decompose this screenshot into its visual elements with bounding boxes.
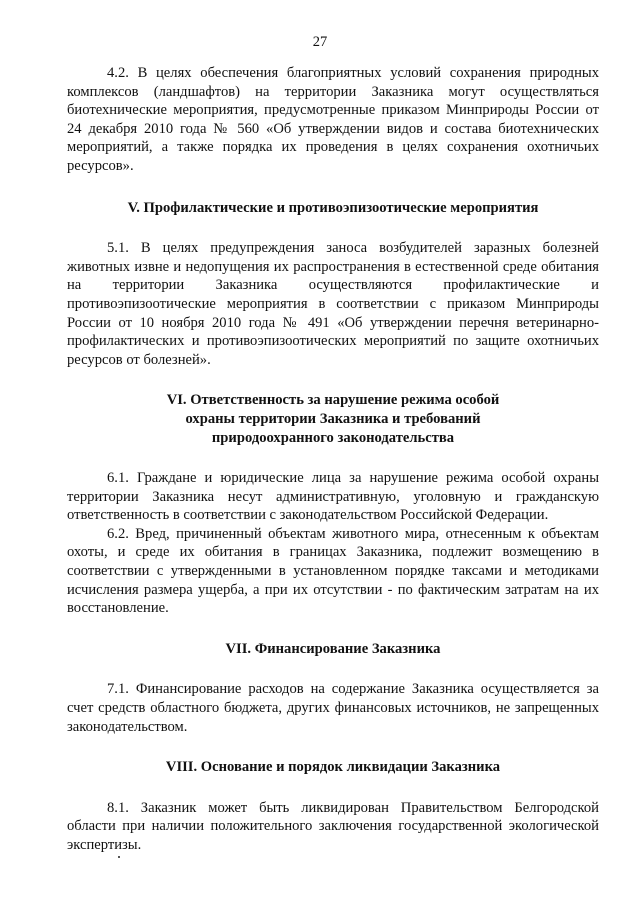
heading-section-6-line-2: охраны территории Заказника и требований [185,410,481,427]
scan-speck [118,856,120,858]
paragraph-7-1: 7.1. Финансирование расходов на содержание Заказника осуществляется за счет средств областного бюджета, других финансовых источников, не запрещенных законодательством. [67,681,599,735]
paragraph-6-2: 6.2. Вред, причиненный объектам животного мира, отнесенным к объектам охоты, и среде их обитания в границах Заказника, подлежит возмещению в соответствии с утвержденными в установленном порядке таксами и методиками исчисления размера ущерба, а при их отсутствии - по фактическим затратам на их восстановление. [67,525,599,617]
heading-section-6-line-1: VI. Ответственность за нарушение режима особой [166,392,500,409]
heading-section-5: V. Профилактические и противоэпизоотические мероприятия [127,199,539,216]
paragraph-4-2: 4.2. В целях обеспечения благоприятных условий сохранения природных комплексов (ландшафтов) на территории Заказника могут осуществляться биотехнические мероприятия, предусмотренные приказом Минприроды России от 24 декабря 2010 года № 560 «Об утверждении видов и состава биотехнических мероприятий, а также порядка их проведения в целях сохранения охотничьих ресурсов». [67,65,599,174]
heading-section-7: VII. Финансирование Заказника [225,640,441,657]
paragraph-8-1: 8.1. Заказник может быть ликвидирован Правительством Белгородской области при наличии положительного заключения государственной экологической экспертизы. [67,799,599,853]
document-body [67,64,599,855]
paragraph-6-1: 6.1. Граждане и юридические лица за нарушение режима особой охраны территории Заказника несут административную, уголовную и гражданскую ответственность в соответствии с законодательством Российской Федерации. [67,470,599,524]
heading-section-8: VIII. Основание и порядок ликвидации Заказника [165,759,501,776]
page-number: 27 [312,34,328,50]
paragraph-5-1: 5.1. В целях предупреждения заноса возбудителей заразных болезней животных извне и недопущения их распространения в естественной среде обитания на территории Заказника осуществляются профилактические и противоэпизоотические мероприятия в соответствии с приказом Минприроды России от 10 ноября 2010 года № 491 «Об утверждении перечня ветеринарно-профилактических и противоэпизоотических мероприятий по защите охотничьих ресурсов от болезней». [67,240,599,368]
heading-section-6-line-3: природоохранного законодательства [211,429,455,446]
heading-section-6 [67,391,599,447]
